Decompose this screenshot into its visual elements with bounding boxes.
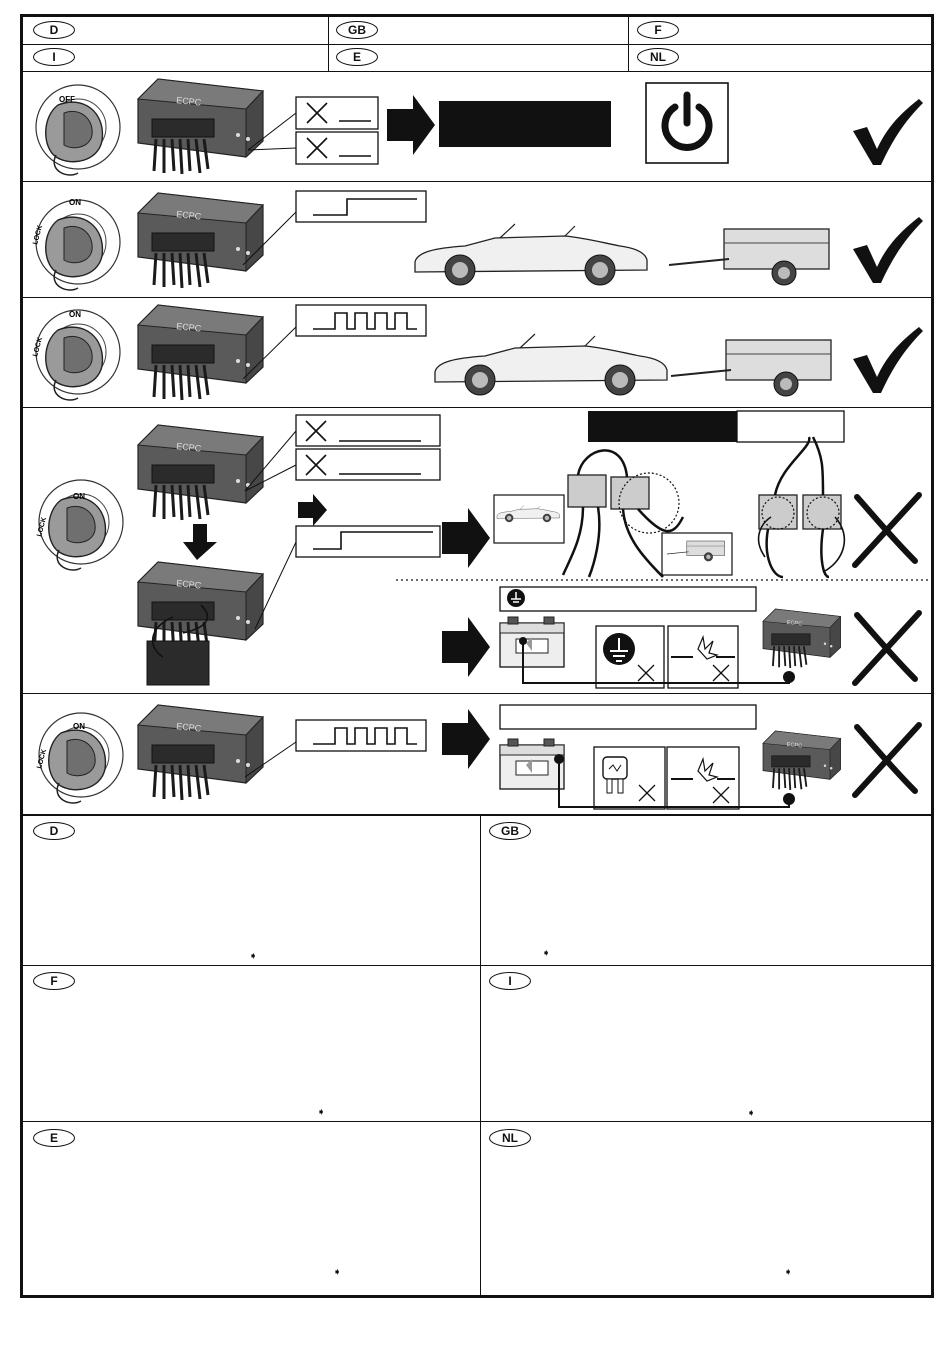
section-badge-gb: GB — [489, 822, 531, 840]
control-module-icon — [138, 305, 263, 400]
arrow-right-icon — [442, 508, 490, 568]
section-badge-e: E — [33, 1129, 75, 1147]
cross-icon — [855, 725, 919, 795]
pin-status-box — [296, 97, 378, 129]
battery-icon — [500, 739, 564, 789]
language-badge-nl: NL — [637, 48, 679, 66]
car-thumbnail — [494, 495, 564, 543]
trailer-icon — [671, 340, 831, 396]
trailer-icon — [669, 229, 829, 285]
control-module-icon — [138, 425, 263, 520]
section-badge-nl: NL — [489, 1129, 531, 1147]
section-badge-i: I — [489, 972, 531, 990]
language-badge-i: I — [33, 48, 75, 66]
arrow-right-icon — [442, 617, 490, 677]
pin-status-box — [296, 132, 378, 164]
section-badge-f: F — [33, 972, 75, 990]
fuse-label-box — [500, 705, 756, 729]
black-label-box — [588, 411, 737, 442]
text-column-divider — [480, 814, 481, 1298]
ignition-label-on: ON — [73, 722, 85, 731]
ignition-label-on: ON — [69, 310, 81, 319]
text-area-divider — [23, 814, 931, 816]
text-row-divider — [23, 1121, 931, 1122]
arrow-down-icon — [183, 524, 217, 560]
car-icon — [435, 334, 667, 395]
black-label-box — [439, 101, 611, 147]
ground-label-box — [500, 587, 756, 611]
language-badge-d: D — [33, 21, 75, 39]
ground-icon — [507, 589, 525, 607]
signal-step-box — [296, 526, 440, 557]
ignition-label-lock: LOCK — [36, 748, 49, 770]
ignition-label-on: ON — [69, 198, 81, 207]
ignition-label-on: ON — [73, 492, 85, 501]
ignition-label-lock: LOCK — [32, 336, 45, 358]
continuation-arrow-icon: ➧ — [542, 948, 551, 959]
continuation-arrow-icon: ➧ — [317, 1107, 326, 1118]
control-module-icon — [138, 193, 263, 288]
arrow-right-icon — [298, 494, 327, 526]
signal-step-box — [296, 191, 426, 222]
ignition-label-lock: LOCK — [36, 516, 49, 538]
section-badge-d: D — [33, 822, 75, 840]
check-icon — [853, 327, 923, 393]
text-row-divider — [23, 965, 931, 966]
white-label-box — [737, 411, 844, 442]
cross-icon — [855, 495, 919, 565]
ignition-label-off: OFF — [59, 95, 75, 104]
continuation-arrow-icon: ➧ — [249, 951, 258, 962]
car-icon — [415, 224, 647, 285]
wiring-connector-illustration — [563, 437, 844, 577]
check-icon — [853, 217, 923, 283]
language-badge-f: F — [637, 21, 679, 39]
ground-icon — [603, 633, 635, 665]
control-module-icon — [138, 705, 263, 800]
continuation-arrow-icon: ➧ — [747, 1108, 756, 1119]
continuation-arrow-icon: ➧ — [333, 1267, 342, 1278]
arrow-right-icon — [442, 709, 490, 769]
instruction-sheet — [20, 14, 934, 1298]
control-module-icon — [763, 731, 841, 790]
ignition-label-lock: LOCK — [32, 224, 45, 246]
check-icon — [853, 99, 923, 165]
connector-plug — [147, 641, 209, 685]
cross-icon — [855, 613, 919, 683]
control-module-icon — [763, 609, 841, 668]
continuation-arrow-icon: ➧ — [784, 1267, 793, 1278]
ignition-key-icon — [36, 200, 120, 290]
language-badge-gb: GB — [336, 21, 378, 39]
ignition-key-icon — [36, 310, 120, 400]
language-badge-e: E — [336, 48, 378, 66]
battery-icon — [500, 617, 564, 667]
illustration-canvas: ECPC OFF ON LOCK ON LOCK ON LOCK ON LOCK — [23, 17, 931, 814]
control-module-icon — [138, 79, 263, 174]
ignition-key-icon — [36, 85, 120, 175]
arrow-right-icon — [387, 95, 435, 155]
